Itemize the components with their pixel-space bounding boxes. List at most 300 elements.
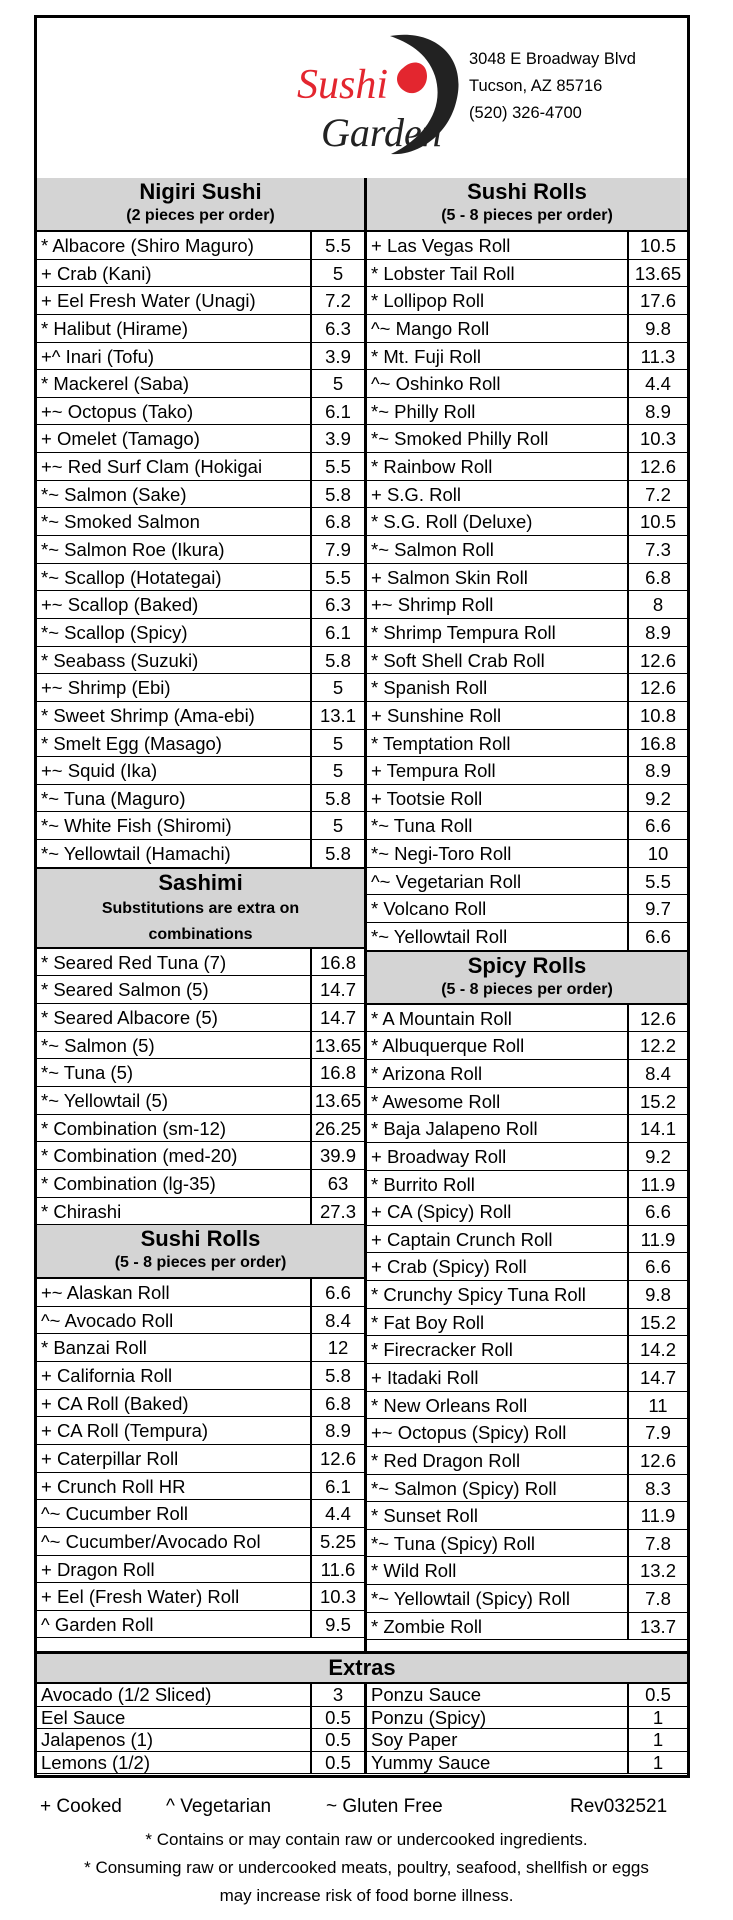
item-price: 16.8 — [627, 730, 687, 757]
address-block — [469, 46, 636, 127]
legend-cooked: + Cooked — [40, 1796, 122, 1817]
item-price: 63 — [310, 1170, 364, 1197]
item-name: *~ Salmon (Sake) — [41, 483, 187, 505]
nigiri-list — [37, 232, 364, 868]
item-name: *~ Smoked Salmon — [41, 511, 200, 533]
item-price: 6.1 — [310, 398, 364, 425]
menu-item-row — [367, 564, 687, 592]
item-price: 6.6 — [310, 1279, 364, 1306]
item-price: 8 — [627, 591, 687, 618]
item-name: *~ Yellowtail (Spicy) Roll — [371, 1588, 570, 1610]
section-subtitle: Substitutions are extra on combinations — [101, 899, 300, 943]
item-name: * A Mountain Roll — [371, 1007, 512, 1029]
item-name: ^~ Oshinko Roll — [371, 373, 501, 395]
menu-item-row — [367, 1752, 687, 1775]
revision-code: Rev032521 — [570, 1796, 668, 1817]
menu-item-row — [367, 1253, 687, 1281]
item-name: Soy Paper — [371, 1729, 458, 1750]
item-price: 7.2 — [310, 287, 364, 314]
menu-item-row — [37, 730, 364, 758]
item-price: 7.8 — [627, 1585, 687, 1612]
item-price: 11.9 — [627, 1502, 687, 1529]
item-name: +~ Shrimp Roll — [371, 594, 494, 616]
item-price: 8.3 — [627, 1475, 687, 1502]
item-price: 0.5 — [310, 1707, 364, 1729]
menu-item-row — [37, 1115, 364, 1143]
item-price: 8.9 — [627, 619, 687, 646]
item-name: Eel Sauce — [41, 1706, 126, 1728]
menu-item-row — [367, 923, 687, 951]
item-name: ^~ Mango Roll — [371, 317, 490, 339]
menu-item-row — [37, 1752, 364, 1775]
item-name: *~ White Fish (Shiromi) — [41, 815, 232, 837]
menu-item-row — [367, 730, 687, 758]
item-price: 9.8 — [627, 1281, 687, 1308]
item-name: * Lobster Tail Roll — [371, 262, 515, 284]
menu-item-row — [37, 343, 364, 371]
item-price: 12.6 — [627, 1447, 687, 1474]
menu-item-row — [37, 536, 364, 564]
item-name: *~ Salmon Roe (Ikura) — [41, 539, 225, 561]
menu-board — [34, 15, 690, 1778]
item-price: 6.3 — [310, 591, 364, 618]
menu-item-row — [367, 1143, 687, 1171]
item-name: * Combination (med-20) — [41, 1145, 238, 1167]
menu-item-row — [367, 1475, 687, 1503]
menu-item-row — [367, 1088, 687, 1116]
menu-item-row — [37, 1390, 364, 1418]
item-name: ^~ Avocado Roll — [41, 1309, 174, 1331]
item-name: + Omelet (Tamago) — [41, 428, 200, 450]
legend — [0, 1796, 733, 1826]
item-price: 9.2 — [627, 785, 687, 812]
menu-item-row — [367, 1364, 687, 1392]
item-price: 8.4 — [310, 1307, 364, 1334]
item-price: 5.8 — [310, 1362, 364, 1389]
item-name: + Eel Fresh Water (Unagi) — [41, 290, 256, 312]
extras-right-list — [367, 1684, 687, 1774]
menu-item-row — [37, 1142, 364, 1170]
item-price: 12.2 — [627, 1032, 687, 1059]
menu-item-row — [367, 647, 687, 675]
menu-item-row — [367, 1530, 687, 1558]
menu-item-row — [367, 785, 687, 813]
menu-item-row — [367, 481, 687, 509]
item-name: * Awesome Roll — [371, 1090, 501, 1112]
menu-item-row — [367, 260, 687, 288]
menu-item-row — [367, 370, 687, 398]
menu-item-row — [37, 1729, 364, 1752]
item-price: 10.3 — [310, 1583, 364, 1610]
item-name: * Lollipop Roll — [371, 290, 485, 312]
extras-left-list — [37, 1684, 367, 1774]
item-price: 8.9 — [310, 1417, 364, 1444]
item-name: +~ Octopus (Spicy) Roll — [371, 1422, 567, 1444]
item-name: *~ Smoked Philly Roll — [371, 428, 549, 450]
item-name: + Eel (Fresh Water) Roll — [41, 1586, 240, 1608]
menu-item-row — [37, 287, 364, 315]
menu-item-row — [367, 1336, 687, 1364]
extras-section — [37, 1651, 687, 1775]
item-name: * Soft Shell Crab Roll — [371, 649, 545, 671]
item-name: Jalapenos (1) — [41, 1729, 154, 1750]
right-column — [367, 178, 687, 1651]
item-price: 10.5 — [627, 508, 687, 535]
item-name: *~ Scallop (Spicy) — [41, 621, 188, 643]
item-price: 13.65 — [310, 1087, 364, 1114]
item-price: 6.6 — [627, 923, 687, 950]
item-price: 0.5 — [310, 1729, 364, 1751]
menu-item-row — [37, 591, 364, 619]
item-name: + Caterpillar Roll — [41, 1447, 179, 1469]
menu-item-row — [37, 481, 364, 509]
section-header-sushi-rolls-left — [37, 1225, 364, 1279]
item-price: 5.8 — [310, 840, 364, 867]
phone-number: (520) 326-4700 — [469, 104, 582, 122]
item-name: +~ Red Surf Clam (Hokigai — [41, 456, 263, 478]
sashimi-list — [37, 949, 364, 1225]
item-price: 12.6 — [627, 647, 687, 674]
legend-gluten-free: ~ Gluten Free — [326, 1796, 443, 1817]
menu-item-row — [367, 1392, 687, 1420]
menu-item-row — [37, 260, 364, 288]
item-price: 9.2 — [627, 1143, 687, 1170]
item-name: * Temptation Roll — [371, 732, 511, 754]
item-price: 5 — [310, 370, 364, 397]
disclaimer-line-1: * Contains or may contain raw or undercooked ingredients. — [145, 1830, 588, 1849]
menu-item-row — [37, 1198, 364, 1226]
item-price: 7.2 — [627, 481, 687, 508]
item-name: * Banzai Roll — [41, 1337, 147, 1359]
item-price: 6.3 — [310, 315, 364, 342]
menu-header — [37, 18, 687, 180]
item-price: 12 — [310, 1334, 364, 1361]
item-name: + Captain Crunch Roll — [371, 1228, 553, 1250]
menu-item-row — [367, 1005, 687, 1033]
menu-item-row — [367, 895, 687, 923]
street-address: 3048 E Broadway Blvd — [469, 50, 636, 68]
item-price: 5.5 — [627, 868, 687, 895]
item-price: 5 — [310, 812, 364, 839]
item-name: *~ Salmon (Spicy) Roll — [371, 1477, 557, 1499]
section-subtitle: (5 - 8 pieces per order) — [441, 980, 613, 998]
item-price: 14.1 — [627, 1115, 687, 1142]
item-name: +~ Alaskan Roll — [41, 1282, 170, 1304]
item-name: + Salmon Skin Roll — [371, 566, 528, 588]
section-title: Nigiri Sushi — [139, 179, 262, 204]
item-name: Ponzu (Spicy) — [371, 1706, 487, 1728]
item-name: +~ Scallop (Baked) — [41, 594, 199, 616]
item-price: 4.4 — [627, 370, 687, 397]
menu-item-row — [367, 1585, 687, 1613]
item-name: * S.G. Roll (Deluxe) — [371, 511, 533, 533]
menu-item-row — [37, 840, 364, 868]
menu-item-row — [37, 1684, 364, 1707]
item-name: + Broadway Roll — [371, 1145, 507, 1167]
item-price: 12.6 — [627, 674, 687, 701]
menu-item-row — [37, 1473, 364, 1501]
item-price: 5.8 — [310, 647, 364, 674]
item-name: + S.G. Roll — [371, 483, 461, 505]
menu-item-row — [37, 1279, 364, 1307]
menu-item-row — [37, 1059, 364, 1087]
item-price: 6.8 — [310, 1390, 364, 1417]
item-name: * Halibut (Hirame) — [41, 317, 189, 339]
item-name: *~ Yellowtail Roll — [371, 926, 508, 948]
item-price: 6.1 — [310, 619, 364, 646]
sushi-rolls-left-list — [37, 1279, 364, 1638]
logo-text-bottom: Garden — [321, 110, 442, 155]
logo-text-top: Sushi — [297, 62, 389, 108]
menu-item-row — [367, 1226, 687, 1254]
menu-item-row — [37, 1707, 364, 1730]
item-name: * Seared Albacore (5) — [41, 1007, 218, 1029]
item-price: 4.4 — [310, 1500, 364, 1527]
item-name: *~ Negi-Toro Roll — [371, 843, 512, 865]
item-name: * Combination (lg-35) — [41, 1172, 216, 1194]
item-name: +^ Inari (Tofu) — [41, 345, 155, 367]
section-header-spicy-rolls — [367, 951, 687, 1005]
item-name: + Dragon Roll — [41, 1558, 155, 1580]
item-name: * Seared Red Tuna (7) — [41, 951, 227, 973]
item-price: 6.6 — [627, 1198, 687, 1225]
item-price: 14.7 — [627, 1364, 687, 1391]
item-price: 1 — [627, 1707, 687, 1729]
item-name: * Albacore (Shiro Maguro) — [41, 235, 254, 256]
item-name: Ponzu Sauce — [371, 1684, 482, 1705]
item-name: Avocado (1/2 Sliced) — [41, 1684, 212, 1705]
item-name: * Sunset Roll — [371, 1505, 478, 1527]
menu-item-row — [367, 1684, 687, 1707]
menu-item-row — [367, 1032, 687, 1060]
item-price: 27.3 — [310, 1198, 364, 1225]
item-name: Lemons (1/2) — [41, 1751, 150, 1773]
item-price: 5.5 — [310, 564, 364, 591]
item-price: 6.8 — [310, 508, 364, 535]
item-price: 10.8 — [627, 702, 687, 729]
section-subtitle: (2 pieces per order) — [126, 207, 275, 224]
item-price: 5 — [310, 674, 364, 701]
item-price: 3.9 — [310, 425, 364, 452]
item-price: 7.8 — [627, 1530, 687, 1557]
item-name: *~ Tuna (Maguro) — [41, 787, 186, 809]
menu-item-row — [37, 398, 364, 426]
menu-item-row — [367, 702, 687, 730]
item-name: *~ Yellowtail (Hamachi) — [41, 843, 231, 865]
item-price: 6.6 — [627, 1253, 687, 1280]
item-name: *~ Salmon Roll — [371, 539, 494, 561]
menu-item-row — [37, 1032, 364, 1060]
menu-item-row — [367, 1419, 687, 1447]
item-price: 13.2 — [627, 1557, 687, 1584]
item-price: 7.9 — [627, 1419, 687, 1446]
item-price: 5 — [310, 260, 364, 287]
menu-item-row — [37, 1528, 364, 1556]
item-name: + California Roll — [41, 1365, 173, 1387]
item-name: + CA Roll (Tempura) — [41, 1420, 209, 1442]
item-name: + Las Vegas Roll — [371, 235, 511, 256]
item-name: * Seabass (Suzuki) — [41, 649, 199, 671]
item-name: * Albuquerque Roll — [371, 1035, 525, 1057]
footer — [0, 1796, 733, 1910]
menu-item-row — [37, 1362, 364, 1390]
item-name: * Chirashi — [41, 1200, 122, 1222]
item-name: +~ Squid (Ika) — [41, 760, 158, 782]
item-name: + Tempura Roll — [371, 760, 496, 782]
item-name: * Rainbow Roll — [371, 456, 493, 478]
menu-item-row — [367, 812, 687, 840]
menu-item-row — [367, 1171, 687, 1199]
item-price: 12.6 — [627, 1005, 687, 1032]
menu-item-row — [367, 591, 687, 619]
menu-item-row — [37, 619, 364, 647]
item-price: 13.65 — [627, 260, 687, 287]
item-price: 8.9 — [627, 398, 687, 425]
item-name: + CA Roll (Baked) — [41, 1392, 189, 1414]
menu-item-row — [37, 1307, 364, 1335]
item-name: + CA (Spicy) Roll — [371, 1201, 512, 1223]
menu-item-row — [37, 1500, 364, 1528]
section-title: Sushi Rolls — [467, 179, 587, 204]
menu-item-row — [37, 785, 364, 813]
item-name: * Crunchy Spicy Tuna Roll — [371, 1284, 586, 1306]
sushi-garden-logo — [295, 28, 473, 168]
menu-item-row — [367, 1707, 687, 1730]
menu-item-row — [37, 647, 364, 675]
menu-item-row — [37, 1004, 364, 1032]
item-name: + Itadaki Roll — [371, 1366, 479, 1388]
item-name: * Mackerel (Saba) — [41, 373, 190, 395]
menu-item-row — [367, 1447, 687, 1475]
item-name: +~ Octopus (Tako) — [41, 400, 194, 422]
item-name: ^ Garden Roll — [41, 1613, 154, 1635]
item-price: 17.6 — [627, 287, 687, 314]
item-name: * Sweet Shrimp (Ama-ebi) — [41, 704, 255, 726]
spicy-rolls-list — [367, 1005, 687, 1641]
item-price: 5 — [310, 757, 364, 784]
item-name: *~ Tuna (Spicy) Roll — [371, 1532, 535, 1554]
item-price: 9.7 — [627, 895, 687, 922]
menu-item-row — [37, 232, 364, 260]
item-price: 3.9 — [310, 343, 364, 370]
item-name: + Crab (Spicy) Roll — [371, 1256, 527, 1278]
item-name: Yummy Sauce — [371, 1751, 491, 1773]
item-name: * Volcano Roll — [371, 898, 487, 920]
menu-item-row — [367, 1060, 687, 1088]
menu-item-row — [367, 1309, 687, 1337]
item-name: +~ Shrimp (Ebi) — [41, 677, 171, 699]
menu-item-row — [367, 343, 687, 371]
item-price: 5 — [310, 730, 364, 757]
item-name: *~ Yellowtail (5) — [41, 1089, 169, 1111]
item-name: * Firecracker Roll — [371, 1339, 513, 1361]
item-price: 14.7 — [310, 1004, 364, 1031]
item-name: *~ Philly Roll — [371, 400, 476, 422]
menu-item-row — [37, 315, 364, 343]
item-price: 14.2 — [627, 1336, 687, 1363]
menu-item-row — [37, 1556, 364, 1584]
menu-item-row — [37, 757, 364, 785]
item-price: 1 — [627, 1729, 687, 1751]
menu-item-row — [367, 508, 687, 536]
menu-item-row — [367, 425, 687, 453]
item-name: *~ Salmon (5) — [41, 1034, 155, 1056]
item-price: 9.8 — [627, 315, 687, 342]
item-price: 5.5 — [310, 232, 364, 259]
item-price: 12.6 — [310, 1445, 364, 1472]
item-name: * Wild Roll — [371, 1560, 457, 1582]
item-price: 8.9 — [627, 757, 687, 784]
item-name: ^~ Cucumber Roll — [41, 1503, 188, 1525]
menu-item-row — [367, 1557, 687, 1585]
section-title: Spicy Rolls — [467, 952, 587, 978]
disclaimer-line-3: may increase risk of food borne illness. — [219, 1886, 514, 1905]
menu-item-row — [37, 1417, 364, 1445]
item-price: 0.5 — [310, 1752, 364, 1774]
item-name: *~ Tuna (5) — [41, 1062, 134, 1084]
item-price: 6.8 — [627, 564, 687, 591]
item-price: 11.9 — [627, 1171, 687, 1198]
item-name: * Smelt Egg (Masago) — [41, 732, 222, 754]
menu-item-row — [367, 1115, 687, 1143]
sushi-rolls-right-list — [367, 232, 687, 951]
menu-item-row — [367, 1281, 687, 1309]
item-name: *~ Tuna Roll — [371, 815, 473, 837]
item-name: * Combination (sm-12) — [41, 1117, 227, 1139]
item-price: 15.2 — [627, 1309, 687, 1336]
menu-item-row — [367, 1502, 687, 1530]
section-title: Sushi Rolls — [140, 1226, 261, 1252]
item-price: 11.6 — [310, 1556, 364, 1583]
item-price: 10.5 — [627, 232, 687, 259]
menu-item-row — [367, 398, 687, 426]
menu-item-row — [37, 674, 364, 702]
item-name: ^~ Vegetarian Roll — [371, 870, 522, 892]
menu-item-row — [367, 840, 687, 868]
item-price: 5.8 — [310, 785, 364, 812]
item-name: * New Orleans Roll — [371, 1394, 528, 1416]
item-name: *~ Scallop (Hotategai) — [41, 566, 222, 588]
menu-item-row — [37, 949, 364, 977]
section-title: Extras — [328, 1655, 396, 1680]
item-price: 3 — [310, 1684, 364, 1706]
item-price: 8.4 — [627, 1060, 687, 1087]
item-price: 16.8 — [310, 949, 364, 976]
menu-item-row — [367, 868, 687, 896]
item-price: 11.9 — [627, 1226, 687, 1253]
item-name: * Fat Boy Roll — [371, 1311, 485, 1333]
menu-item-row — [367, 453, 687, 481]
item-name: * Burrito Roll — [371, 1173, 475, 1195]
menu-item-row — [37, 1445, 364, 1473]
item-price: 6.1 — [310, 1473, 364, 1500]
item-price: 15.2 — [627, 1088, 687, 1115]
item-name: * Zombie Roll — [371, 1615, 483, 1637]
section-subtitle: (5 - 8 pieces per order) — [114, 1254, 287, 1272]
item-name: * Spanish Roll — [371, 677, 488, 699]
item-price: 5.5 — [310, 453, 364, 480]
menu-item-row — [367, 757, 687, 785]
item-price: 39.9 — [310, 1142, 364, 1169]
menu-item-row — [37, 1170, 364, 1198]
item-price: 7.3 — [627, 536, 687, 563]
section-header-sushi-rolls-right — [367, 178, 687, 232]
menu-item-row — [367, 315, 687, 343]
item-price: 10.3 — [627, 425, 687, 452]
menu-item-row — [367, 619, 687, 647]
disclaimer-line-2: * Consuming raw or undercooked meats, poultry, seafood, shellfish or eggs — [84, 1858, 649, 1877]
menu-item-row — [37, 453, 364, 481]
